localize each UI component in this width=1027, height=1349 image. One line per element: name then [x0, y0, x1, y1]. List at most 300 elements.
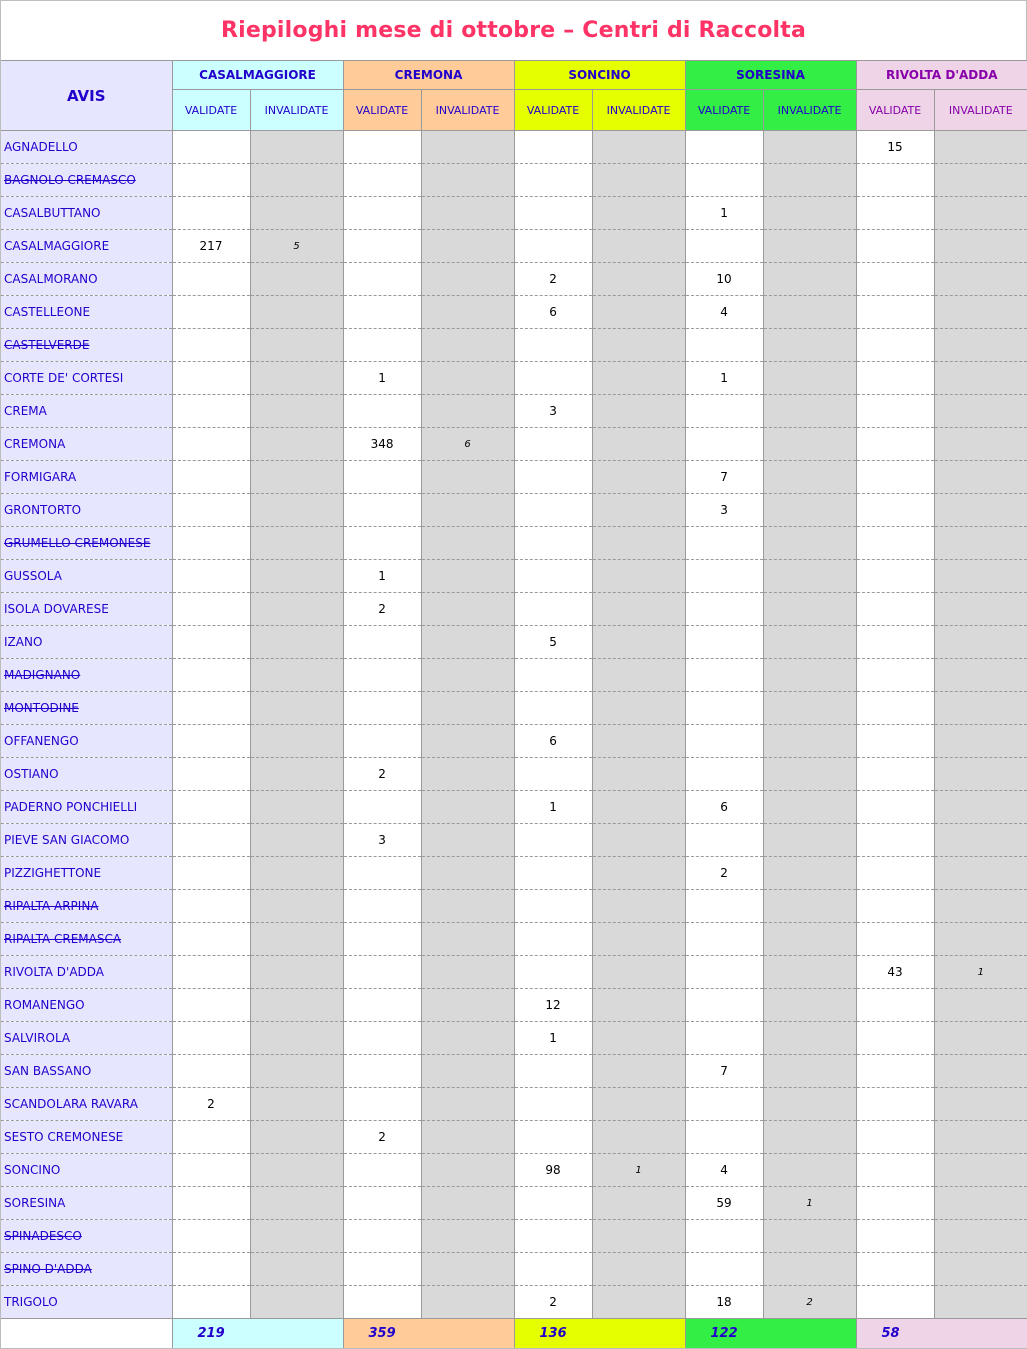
invalidate-cell	[421, 659, 514, 692]
validate-cell	[172, 1187, 250, 1220]
validate-cell	[685, 824, 763, 857]
validate-cell: 1	[343, 560, 421, 593]
validate-cell	[343, 296, 421, 329]
validate-cell	[856, 857, 934, 890]
invalidate-cell	[763, 659, 856, 692]
validate-cell	[514, 362, 592, 395]
validate-cell	[856, 758, 934, 791]
avis-name: SPINADESCO	[1, 1220, 172, 1253]
invalidate-cell	[250, 560, 343, 593]
summary-table	[1, 60, 1027, 1348]
validate-cell: 6	[685, 791, 763, 824]
validate-cell: 1	[343, 362, 421, 395]
validate-cell	[172, 197, 250, 230]
table-row	[1, 890, 1027, 923]
validate-cell: 43	[856, 956, 934, 989]
invalidate-cell	[763, 362, 856, 395]
validate-cell	[343, 1220, 421, 1253]
avis-name: MADIGNANO	[1, 659, 172, 692]
validate-cell	[685, 659, 763, 692]
invalidate-cell	[763, 197, 856, 230]
avis-name: SPINO D'ADDA	[1, 1253, 172, 1286]
validate-cell	[172, 527, 250, 560]
validate-cell: 2	[343, 1121, 421, 1154]
invalidate-cell	[250, 956, 343, 989]
invalidate-cell	[934, 1121, 1027, 1154]
validate-cell	[343, 1187, 421, 1220]
invalidate-cell	[421, 758, 514, 791]
invalidate-cell	[250, 494, 343, 527]
invalidate-cell	[592, 1220, 685, 1253]
validate-cell: 1	[514, 1022, 592, 1055]
validate-cell: 5	[514, 626, 592, 659]
validate-cell	[514, 923, 592, 956]
table-row	[1, 593, 1027, 626]
validate-cell: 7	[685, 1055, 763, 1088]
invalidate-cell	[250, 362, 343, 395]
validate-cell: 4	[685, 1154, 763, 1187]
table-row	[1, 395, 1027, 428]
invalidate-cell	[421, 1055, 514, 1088]
avis-name: CASALMAGGIORE	[1, 230, 172, 263]
invalidate-cell	[421, 1022, 514, 1055]
validate-cell	[856, 692, 934, 725]
validate-cell	[343, 1055, 421, 1088]
table-row	[1, 1121, 1027, 1154]
invalidate-cell	[934, 428, 1027, 461]
table-row	[1, 527, 1027, 560]
validate-cell	[514, 758, 592, 791]
validate-cell: 2	[514, 263, 592, 296]
invalidate-cell	[934, 131, 1027, 164]
validate-cell	[514, 824, 592, 857]
invalidate-cell	[421, 1286, 514, 1319]
validate-cell	[343, 197, 421, 230]
invalidate-cell: 2	[763, 1286, 856, 1319]
invalidate-cell	[934, 1088, 1027, 1121]
invalidate-cell	[592, 593, 685, 626]
invalidate-cell	[763, 494, 856, 527]
invalidate-cell	[763, 758, 856, 791]
validate-cell: 2	[514, 1286, 592, 1319]
validate-cell	[172, 659, 250, 692]
avis-name: GUSSOLA	[1, 560, 172, 593]
invalidate-cell	[934, 1055, 1027, 1088]
validate-cell	[685, 956, 763, 989]
table-body	[1, 131, 1027, 1319]
validate-cell	[343, 791, 421, 824]
validate-cell	[856, 230, 934, 263]
invalidate-cell	[763, 1121, 856, 1154]
validate-cell	[685, 593, 763, 626]
invalidate-cell	[421, 395, 514, 428]
validate-cell	[514, 560, 592, 593]
validate-cell: 6	[514, 725, 592, 758]
validate-cell: 3	[514, 395, 592, 428]
invalidate-cell	[250, 1154, 343, 1187]
invalidate-cell	[934, 593, 1027, 626]
table-row	[1, 923, 1027, 956]
invalidate-cell	[934, 1253, 1027, 1286]
validate-cell	[685, 1220, 763, 1253]
validate-cell	[343, 230, 421, 263]
total-casalmaggiore: 219	[172, 1319, 343, 1349]
avis-name: MONTODINE	[1, 692, 172, 725]
validate-cell	[856, 263, 934, 296]
invalidate-cell: 1	[592, 1154, 685, 1187]
invalidate-cell	[250, 890, 343, 923]
validate-cell	[856, 527, 934, 560]
table-row	[1, 692, 1027, 725]
table-row	[1, 824, 1027, 857]
invalidate-cell	[934, 659, 1027, 692]
validate-cell	[856, 1286, 934, 1319]
validate-cell	[856, 725, 934, 758]
validate-cell	[856, 824, 934, 857]
validate-cell: 98	[514, 1154, 592, 1187]
invalidate-header: INVALIDATE	[763, 90, 856, 131]
table-row	[1, 197, 1027, 230]
invalidate-cell	[250, 428, 343, 461]
invalidate-cell: 5	[250, 230, 343, 263]
invalidate-cell	[763, 626, 856, 659]
invalidate-cell	[250, 626, 343, 659]
validate-cell	[343, 1286, 421, 1319]
invalidate-cell	[250, 593, 343, 626]
table-row	[1, 296, 1027, 329]
invalidate-cell	[421, 791, 514, 824]
validate-cell	[856, 1253, 934, 1286]
invalidate-cell	[592, 989, 685, 1022]
validate-cell	[172, 164, 250, 197]
invalidate-cell	[250, 791, 343, 824]
validate-cell	[856, 197, 934, 230]
avis-name: SORESINA	[1, 1187, 172, 1220]
table-row	[1, 1286, 1027, 1319]
validate-cell: 2	[172, 1088, 250, 1121]
validate-cell	[343, 692, 421, 725]
avis-name: RIPALTA CREMASCA	[1, 923, 172, 956]
invalidate-cell	[421, 560, 514, 593]
invalidate-cell	[250, 923, 343, 956]
avis-name: CASTELVERDE	[1, 329, 172, 362]
invalidate-cell	[421, 362, 514, 395]
invalidate-header: INVALIDATE	[934, 90, 1027, 131]
validate-header: VALIDATE	[514, 90, 592, 131]
invalidate-cell	[592, 263, 685, 296]
validate-cell: 348	[343, 428, 421, 461]
center-header-soncino: SONCINO	[514, 61, 685, 90]
invalidate-cell	[934, 296, 1027, 329]
table-row	[1, 758, 1027, 791]
validate-cell	[343, 329, 421, 362]
invalidate-cell	[934, 362, 1027, 395]
invalidate-cell	[592, 626, 685, 659]
validate-cell	[856, 1055, 934, 1088]
invalidate-cell	[934, 494, 1027, 527]
validate-cell: 7	[685, 461, 763, 494]
validate-cell	[514, 692, 592, 725]
validate-header: VALIDATE	[685, 90, 763, 131]
invalidate-cell	[934, 626, 1027, 659]
validate-cell	[514, 1253, 592, 1286]
validate-cell	[514, 164, 592, 197]
invalidate-cell	[250, 758, 343, 791]
avis-name: CREMA	[1, 395, 172, 428]
validate-cell	[685, 1022, 763, 1055]
invalidate-cell	[763, 1022, 856, 1055]
validate-cell	[172, 461, 250, 494]
validate-cell	[685, 560, 763, 593]
invalidate-cell	[934, 890, 1027, 923]
invalidate-cell: 1	[763, 1187, 856, 1220]
table-row	[1, 461, 1027, 494]
center-header-casalmaggiore: CASALMAGGIORE	[172, 61, 343, 90]
avis-name: SALVIROLA	[1, 1022, 172, 1055]
validate-cell	[685, 890, 763, 923]
invalidate-cell	[592, 461, 685, 494]
invalidate-cell	[763, 692, 856, 725]
table-row	[1, 1022, 1027, 1055]
total-soresina: 122	[685, 1319, 856, 1349]
validate-cell	[514, 197, 592, 230]
invalidate-cell	[421, 1220, 514, 1253]
validate-cell	[343, 494, 421, 527]
validate-cell	[856, 989, 934, 1022]
validate-cell: 1	[685, 197, 763, 230]
invalidate-cell	[763, 263, 856, 296]
validate-cell	[172, 329, 250, 362]
invalidate-cell	[250, 1253, 343, 1286]
validate-cell	[856, 329, 934, 362]
invalidate-cell	[250, 659, 343, 692]
invalidate-cell	[934, 1022, 1027, 1055]
invalidate-cell	[592, 1187, 685, 1220]
total-rivolta: 58	[856, 1319, 1027, 1349]
validate-cell	[343, 1088, 421, 1121]
invalidate-cell	[763, 560, 856, 593]
validate-cell	[343, 395, 421, 428]
validate-cell	[856, 428, 934, 461]
validate-cell	[856, 659, 934, 692]
validate-cell	[514, 593, 592, 626]
invalidate-cell	[250, 989, 343, 1022]
invalidate-cell	[250, 725, 343, 758]
invalidate-cell	[250, 1286, 343, 1319]
invalidate-cell	[763, 923, 856, 956]
validate-cell	[685, 428, 763, 461]
invalidate-cell: 1	[934, 956, 1027, 989]
validate-cell: 3	[685, 494, 763, 527]
invalidate-cell	[592, 1088, 685, 1121]
invalidate-cell	[763, 461, 856, 494]
invalidate-cell	[250, 164, 343, 197]
invalidate-cell	[421, 527, 514, 560]
totals-label-cell	[1, 1319, 172, 1349]
validate-cell	[856, 791, 934, 824]
validate-cell	[172, 956, 250, 989]
invalidate-cell	[421, 1154, 514, 1187]
invalidate-cell	[421, 329, 514, 362]
invalidate-cell	[421, 725, 514, 758]
invalidate-cell	[934, 461, 1027, 494]
avis-name: CASALBUTTANO	[1, 197, 172, 230]
invalidate-cell	[592, 1022, 685, 1055]
invalidate-cell	[592, 1121, 685, 1154]
validate-cell	[514, 1055, 592, 1088]
validate-cell	[343, 1253, 421, 1286]
invalidate-cell	[934, 197, 1027, 230]
invalidate-cell	[250, 131, 343, 164]
avis-name: TRIGOLO	[1, 1286, 172, 1319]
invalidate-cell	[934, 560, 1027, 593]
invalidate-cell	[421, 230, 514, 263]
invalidate-cell	[592, 692, 685, 725]
avis-name: SCANDOLARA RAVARA	[1, 1088, 172, 1121]
invalidate-cell	[592, 395, 685, 428]
invalidate-cell	[763, 890, 856, 923]
validate-cell	[172, 857, 250, 890]
invalidate-cell	[592, 890, 685, 923]
invalidate-cell	[250, 329, 343, 362]
avis-name: CREMONA	[1, 428, 172, 461]
invalidate-cell	[421, 494, 514, 527]
table-row	[1, 956, 1027, 989]
invalidate-cell	[592, 659, 685, 692]
invalidate-cell	[934, 824, 1027, 857]
invalidate-cell	[421, 1187, 514, 1220]
validate-cell	[514, 1121, 592, 1154]
invalidate-cell	[250, 1121, 343, 1154]
invalidate-cell	[763, 824, 856, 857]
avis-name: GRONTORTO	[1, 494, 172, 527]
validate-cell	[685, 626, 763, 659]
invalidate-cell	[763, 527, 856, 560]
invalidate-cell	[421, 461, 514, 494]
validate-cell	[172, 791, 250, 824]
validate-cell: 18	[685, 1286, 763, 1319]
validate-cell	[343, 923, 421, 956]
validate-cell	[856, 1022, 934, 1055]
invalidate-cell	[934, 1220, 1027, 1253]
invalidate-cell	[421, 263, 514, 296]
invalidate-cell	[934, 989, 1027, 1022]
validate-cell	[172, 395, 250, 428]
invalidate-cell	[250, 1220, 343, 1253]
invalidate-cell	[250, 461, 343, 494]
validate-cell	[172, 263, 250, 296]
invalidate-cell	[592, 362, 685, 395]
invalidate-cell	[934, 527, 1027, 560]
avis-name: CASTELLEONE	[1, 296, 172, 329]
total-cremona: 359	[343, 1319, 514, 1349]
validate-cell	[514, 131, 592, 164]
invalidate-cell	[934, 1154, 1027, 1187]
invalidate-cell	[421, 626, 514, 659]
validate-cell	[685, 1088, 763, 1121]
center-header-rivolta: RIVOLTA D'ADDA	[856, 61, 1027, 90]
validate-cell	[856, 164, 934, 197]
validate-cell	[343, 461, 421, 494]
avis-name: AGNADELLO	[1, 131, 172, 164]
validate-cell	[172, 890, 250, 923]
validate-cell	[856, 923, 934, 956]
validate-cell	[514, 857, 592, 890]
avis-name: CORTE DE' CORTESI	[1, 362, 172, 395]
invalidate-cell	[763, 131, 856, 164]
invalidate-cell	[934, 791, 1027, 824]
avis-name: PIEVE SAN GIACOMO	[1, 824, 172, 857]
validate-cell	[172, 1022, 250, 1055]
avis-name: CASALMORANO	[1, 263, 172, 296]
validate-cell: 1	[514, 791, 592, 824]
invalidate-cell	[763, 857, 856, 890]
table-row	[1, 428, 1027, 461]
invalidate-cell	[250, 857, 343, 890]
validate-cell	[856, 1088, 934, 1121]
validate-cell	[172, 725, 250, 758]
validate-cell	[172, 296, 250, 329]
table-row	[1, 164, 1027, 197]
validate-cell	[685, 230, 763, 263]
invalidate-cell	[421, 1121, 514, 1154]
validate-cell	[343, 626, 421, 659]
invalidate-cell	[934, 164, 1027, 197]
validate-cell: 2	[343, 593, 421, 626]
invalidate-cell	[592, 230, 685, 263]
validate-cell	[514, 1187, 592, 1220]
invalidate-cell	[421, 296, 514, 329]
validate-cell	[514, 428, 592, 461]
invalidate-cell	[421, 164, 514, 197]
table-row	[1, 329, 1027, 362]
avis-name: SAN BASSANO	[1, 1055, 172, 1088]
avis-name: RIPALTA ARPINA	[1, 890, 172, 923]
avis-name: ROMANENGO	[1, 989, 172, 1022]
invalidate-cell	[934, 857, 1027, 890]
validate-cell	[343, 890, 421, 923]
invalidate-cell	[250, 692, 343, 725]
invalidate-cell	[763, 593, 856, 626]
invalidate-cell	[763, 1253, 856, 1286]
invalidate-cell	[421, 923, 514, 956]
invalidate-cell	[934, 758, 1027, 791]
validate-cell	[172, 593, 250, 626]
avis-name: BAGNOLO CREMASCO	[1, 164, 172, 197]
validate-cell	[856, 1154, 934, 1187]
validate-cell	[685, 725, 763, 758]
avis-name: OFFANENGO	[1, 725, 172, 758]
invalidate-cell	[763, 428, 856, 461]
table-row	[1, 725, 1027, 758]
validate-cell	[172, 494, 250, 527]
invalidate-cell	[592, 296, 685, 329]
validate-cell	[172, 1253, 250, 1286]
totals-row	[1, 1319, 1027, 1349]
invalidate-cell	[592, 197, 685, 230]
validate-cell	[514, 494, 592, 527]
invalidate-cell	[592, 791, 685, 824]
avis-name: IZANO	[1, 626, 172, 659]
validate-cell	[514, 527, 592, 560]
invalidate-cell	[421, 857, 514, 890]
validate-cell	[685, 527, 763, 560]
validate-cell	[172, 560, 250, 593]
invalidate-cell	[592, 1286, 685, 1319]
table-row	[1, 494, 1027, 527]
invalidate-cell	[592, 494, 685, 527]
invalidate-header: INVALIDATE	[250, 90, 343, 131]
